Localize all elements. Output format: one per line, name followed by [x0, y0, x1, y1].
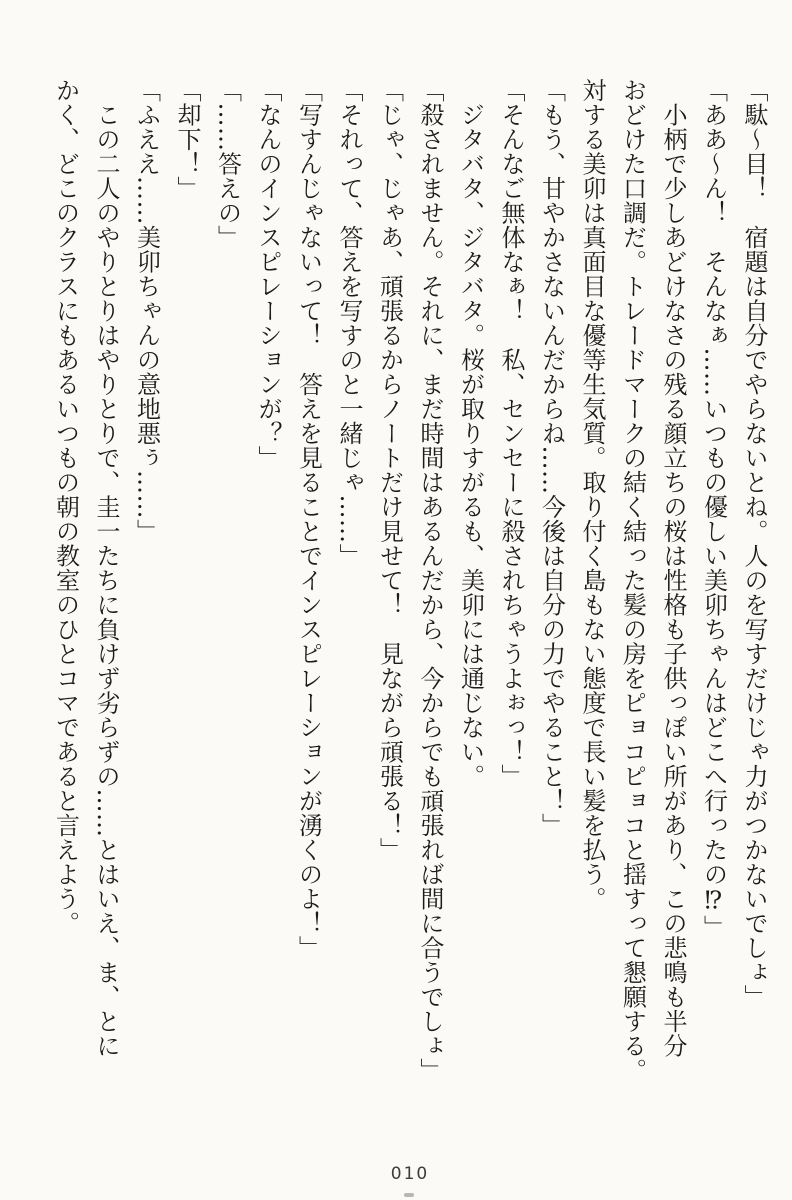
text-column: 「じゃ、じゃあ、頑張るからノートだけ見せて！ 見ながら頑張る！」	[375, 78, 404, 862]
text-column: 「却下！」	[173, 78, 201, 201]
text-column: 「もう、甘やかさないんだからね……今後は自分の力でやること！」	[537, 78, 566, 838]
cropped-glyph-mark	[404, 1193, 414, 1197]
text-column: 対する美卯は真面目な優等生気質。取り付く島もない態度で長い髪を払う。	[578, 78, 606, 911]
text-column: ジタバタ、ジタバタ。桜が取りすがるも、美卯には通じない。	[456, 78, 485, 789]
main-text	[45, 78, 774, 1083]
page-footer	[0, 1164, 792, 1184]
text-column: 「……答えの」	[213, 78, 242, 250]
text-column: 「ふええ……美卯ちゃんの意地悪ぅ……」	[132, 78, 161, 544]
text-column: 「そんなご無体なぁ！ 私、センセーに殺されちゃうよぉっ！」	[497, 78, 525, 789]
text-column: 「ああ〜ん！ そんなぁ……いつもの優しい美卯ちゃんはどこへ行ったの⁉」	[699, 78, 728, 940]
text-column: 「殺されません。それに、まだ時間はあるんだから、今からでも頑張れば間に合うでしょ」	[416, 78, 444, 1083]
text-column: おどけた口調だ。トレードマークの結く結った髪の房をピョコピョコと揺すって懇願する。	[618, 78, 647, 1083]
text-column: 「駄〜目！ 宿題は自分でやらないとね。人のを写すだけじゃ力がつかないでしょ」	[740, 78, 768, 1009]
text-column: 「なんのインスピレーションが？」	[254, 78, 282, 470]
text-column: この二人のやりとりはやりとりで、圭一たちに負けず劣らずの……とはいえ、ま、とに	[92, 78, 120, 1058]
text-column: 「写すんじゃないって！ 答えを見ることでインスピレーションが湧くのよ！」	[294, 78, 323, 960]
text-column: 小柄で少しあどけなさの残る顔立ちの桜は性格も子供っぽい所があり、この悲鳴も半分	[659, 78, 687, 1058]
text-column: かく、どこのクラスにもあるいつもの朝の教室のひとコマであると言えよう。	[51, 78, 80, 936]
page-number: 010	[390, 1164, 430, 1184]
text-column: 「それって、答えを写すのと一緒じゃ……」	[335, 78, 363, 568]
